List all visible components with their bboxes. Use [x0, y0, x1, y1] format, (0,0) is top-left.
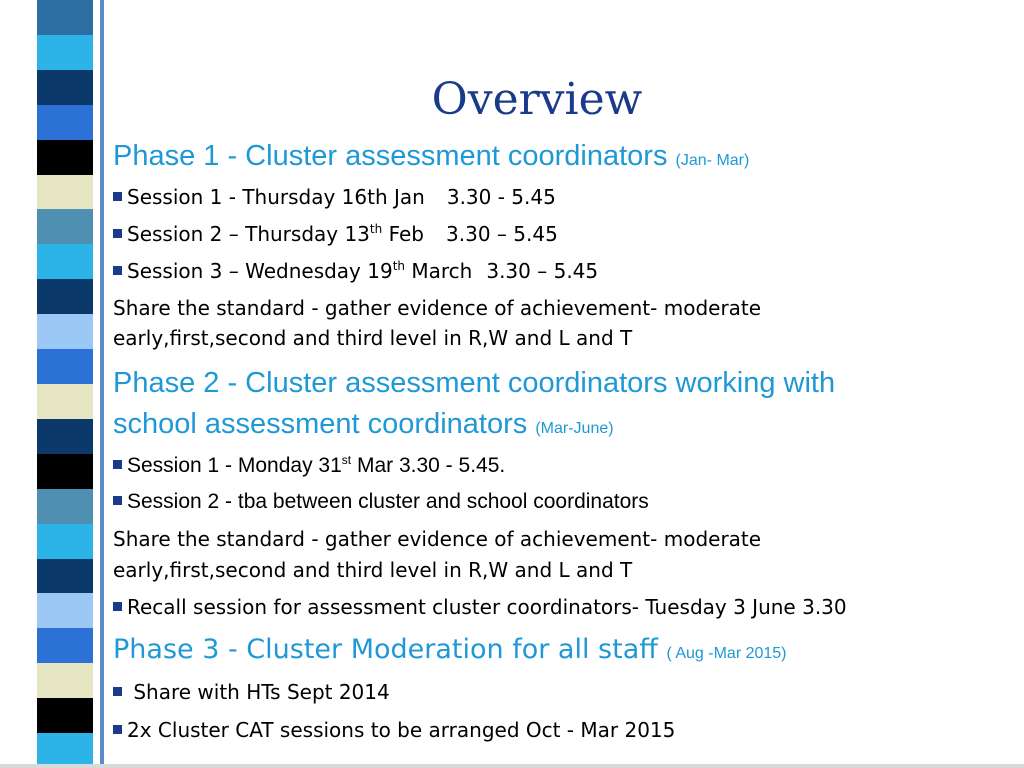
stripe-segment — [37, 663, 93, 698]
stripe-segment — [37, 489, 93, 524]
phase2-heading-line1: Phase 2 - Cluster assessment coordinators working with — [113, 367, 836, 399]
stripe-segment — [37, 314, 93, 349]
phase2-date-range: (Mar-June) — [535, 420, 614, 437]
phase3-item2 — [113, 718, 675, 742]
phase3-item1 — [113, 680, 390, 704]
square-bullet-icon — [113, 687, 122, 696]
phase2-session1 — [113, 454, 505, 478]
stripe-segment — [37, 559, 93, 594]
phase1-session3-text: Session 3 – Wednesday 19 — [127, 259, 393, 283]
phase1-session2 — [113, 222, 558, 246]
phase1-heading-text: Phase 1 - Cluster assessment coordinators — [113, 140, 668, 172]
stripe-segment — [37, 175, 93, 210]
phase2-heading-text: school assessment coordinators — [113, 408, 528, 440]
phase1-session2-month: Feb — [382, 222, 425, 246]
phase1-session3 — [113, 259, 598, 283]
phase2-session2 — [113, 490, 649, 514]
phase3-item2-text: 2x Cluster CAT sessions to be arranged Oct - Mar 2015 — [127, 718, 676, 742]
stripe-segment — [37, 384, 93, 419]
phase2-heading-line2 — [113, 408, 614, 441]
phase2-session1-text: Session 1 - Monday 31 — [127, 454, 342, 477]
phase3-item1-text: Share with HTs Sept 2014 — [127, 680, 390, 704]
bottom-border — [0, 764, 1024, 768]
stripe-segment — [37, 698, 93, 733]
stripe-segment — [37, 140, 93, 175]
phase1-session2-ordinal: th — [369, 222, 383, 236]
phase1-session1-text: Session 1 - Thursday 16th Jan — [127, 185, 425, 209]
stripe-segment — [37, 454, 93, 489]
phase1-session3-month: March — [405, 259, 473, 283]
phase1-session2-text: Session 2 – Thursday 13 — [127, 222, 370, 246]
phase1-heading — [113, 140, 749, 173]
stripe-segment — [37, 209, 93, 244]
square-bullet-icon — [113, 229, 122, 238]
square-bullet-icon — [113, 496, 122, 505]
phase1-date-range: (Jan- Mar) — [675, 152, 750, 169]
phase3-heading-text: Phase 3 - Cluster Moderation for all staff — [113, 634, 658, 665]
phase1-session1 — [113, 185, 556, 209]
stripe-segment — [37, 419, 93, 454]
square-bullet-icon — [113, 266, 122, 275]
phase3-date-range: ( Aug -Mar 2015) — [666, 645, 787, 662]
phase1-share-line1: Share the standard - gather evidence of achievement- moderate — [113, 296, 762, 320]
phase2-session1-ordinal: st — [341, 453, 352, 467]
stripe-segment — [37, 35, 93, 70]
square-bullet-icon — [113, 192, 122, 201]
phase2-session2-text: Session 2 - tba between cluster and school coordinators — [127, 490, 649, 513]
phase2-share-line2: early,first,second and third level in R,W and L and T — [113, 558, 633, 582]
stripe-segment — [37, 279, 93, 314]
phase1-session3-time: 3.30 – 5.45 — [486, 259, 599, 283]
phase1-session1-time: 3.30 - 5.45 — [446, 185, 556, 209]
phase2-recall-text: Recall session for assessment cluster coordinators- Tuesday 3 June 3.30 — [127, 595, 847, 619]
square-bullet-icon — [113, 460, 122, 469]
phase1-session2-time: 3.30 – 5.45 — [446, 222, 558, 246]
stripe-segment — [37, 628, 93, 663]
phase2-session1-rest: Mar 3.30 - 5.45. — [351, 454, 506, 477]
phase1-share-line2: early,first,second and third level in R,W and L and T — [113, 326, 633, 350]
stripe-segment — [37, 349, 93, 384]
stripe-segment — [37, 524, 93, 559]
stripe-segment — [37, 244, 93, 279]
slide-title: Overview — [431, 74, 643, 125]
square-bullet-icon — [113, 602, 122, 611]
stripe-segment — [37, 0, 93, 35]
phase3-heading — [113, 634, 787, 665]
square-bullet-icon — [113, 725, 122, 734]
phase1-session3-ordinal: th — [392, 259, 406, 273]
phase2-share-line1: Share the standard - gather evidence of achievement- moderate — [113, 527, 762, 551]
stripe-segment — [37, 593, 93, 628]
phase2-recall-session — [113, 595, 847, 619]
stripe-segment — [37, 733, 93, 768]
